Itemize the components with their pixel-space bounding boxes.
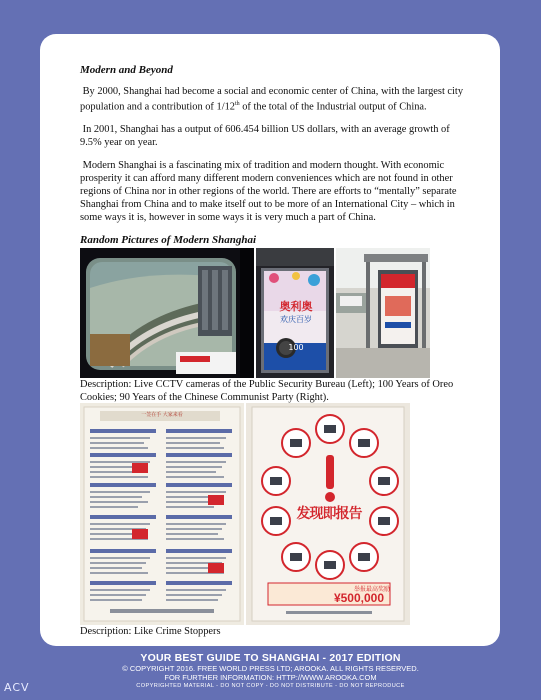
- section-heading: Modern and Beyond: [80, 64, 173, 76]
- info-poster-photo: [80, 403, 244, 625]
- paragraph-3: Modern Shanghai is a fascinating mix of tradition and modern thought. With economic prosperity it can afford many different modern conveniences which are not found in other regions of China nor in other regions of the world. There are efforts to “mentally” separate Shanghai from China and to make itself out to be more of an International City – which in some ways it is, however in some ways it is very much a part of China.: [80, 160, 457, 224]
- oreo-poster-photo: [256, 248, 334, 378]
- watermark: ACV: [4, 681, 30, 694]
- photo-row-1: [80, 248, 430, 378]
- oreo-poster-text: [268, 298, 324, 352]
- oreo-celebration-text: 欢庆百岁: [280, 315, 312, 324]
- footer-title: YOUR BEST GUIDE TO SHANGHAI - 2017 EDITION: [140, 652, 401, 664]
- bus-stop-poster-photo: [336, 248, 430, 378]
- footer-info: FOR FURTHER INFORMATION: HTTP://WWW.AROOKA.COM: [164, 673, 377, 682]
- caption-2: Description: Like Crime Stoppers: [80, 626, 221, 637]
- footer-notice: COPYRIGHTED MATERIAL - DO NOT COPY - DO NOT DISTRIBUTE - DO NOT REPRODUCE: [136, 683, 405, 689]
- page-content-area: [40, 34, 500, 646]
- footer-copyright: © COPYRIGHT 2016. FREE WORLD PRESS LTD; AROOKA. ALL RIGHTS RESERVED.: [122, 664, 419, 673]
- crime-poster-reward: ¥500,000: [333, 591, 384, 605]
- caption-1: Description: Live CCTV cameras of the Public Security Bureau (Left); 100 Years of Oreo Cookies; 90 Years of the Chinese Communist Party (Right).: [80, 379, 454, 403]
- paragraph-2: In 2001, Shanghai has a output of 606.454 billion US dollars, with an average growth of 9.5% year on year.: [80, 124, 450, 149]
- pictures-subheading: Random Pictures of Modern Shanghai: [80, 234, 257, 247]
- oreo-number-text: 100: [288, 343, 304, 352]
- oreo-brand-text: 奥利奥: [279, 300, 313, 313]
- crime-poster-photo: [246, 403, 410, 625]
- page-footer: [0, 652, 541, 690]
- cctv-camera-photo: [80, 248, 254, 378]
- crime-poster-report-text: 举报最高奖励: [353, 586, 390, 593]
- crime-poster-headline: 发现即报告: [296, 506, 362, 522]
- text-content: [80, 64, 472, 255]
- paragraph-1: By 2000, Shanghai had become a social and economic center of China, with the largest city population and a contribution of 1/12th of the total of the Industrial output of China.: [80, 86, 464, 113]
- photo-row-2: [80, 403, 410, 625]
- info-poster-header: 一签在手 大家来看: [141, 412, 183, 418]
